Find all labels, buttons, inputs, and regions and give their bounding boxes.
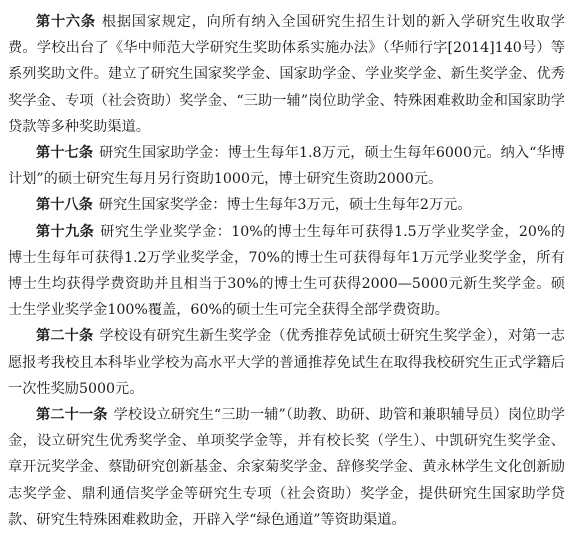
article-text: 学校设立研究生“三助一辅”（助教、助研、助管和兼职辅导员）岗位助学金，设立研究生优秀奖学金、单项奖学金等，并有校长奖（学生）、中凯研究生奖学金、章开沅奖学金、蔡勖研究创新基金、余家菊奖学金、辞修奖学金、黄永林学生文化创新励志奖学金、鼎利通信奖学金等研究生专项（社会资助）奖学金，提供研究生国家助学贷款、研究生特殊困难救助金，开辟入学“绿色通道”等资助渠道。 <box>8 407 565 528</box>
article-title: 第二十一条 <box>36 407 108 424</box>
article-title: 第十七条 <box>36 145 94 162</box>
article-18 <box>8 192 565 218</box>
article-title: 第十八条 <box>36 197 93 214</box>
article-17 <box>8 140 565 192</box>
article-16 <box>8 9 565 140</box>
article-title: 第二十条 <box>36 328 94 345</box>
article-text: 研究生国家奖学金：博士生每年3万元，硕士生每年2万元。 <box>98 197 472 214</box>
article-text: 根据国家规定，向所有纳入全国研究生招生计划的新入学研究生收取学费。学校出台了《华中师范大学研究生奖助体系实施办法》（华师行字[2014]140号）等系列奖助文件。建立了研究生国家奖学金、国家助学金、学业奖学金、新生奖学金、优秀奖学金、专项（社会资助）奖学金、“三助一辅”岗位助学金、特殊困难救助金和国家助学贷款等多种奖助渠道。 <box>8 14 565 135</box>
article-21 <box>8 402 565 533</box>
article-text: 学校设有研究生新生奖学金（优秀推荐免试硕士研究生奖学金），对第一志愿报考我校且本科毕业学校为高水平大学的普通推荐免试生在取得我校研究生正式学籍后一次性奖励5000元。 <box>8 328 565 397</box>
article-19 <box>8 219 565 324</box>
article-text: 研究生国家助学金：博士生每年1.8万元，硕士生每年6000元。纳入“华博计划”的硕士研究生每月另行资助1000元，博士研究生资助2000元。 <box>8 145 565 188</box>
article-text: 研究生学业奖学金：10%的博士生每年可获得1.5万学业奖学金，20%的博士生每年可获得1.2万学业奖学金，70%的博士生可获得每年1万元学业奖学金，所有博士生均获得学费资助并且相当于30%的博士生可获得2000—5000元新生奖学金。硕士生学业奖学金100%覆盖，60%的硕士生可完全获得全部学费资助。 <box>8 223 565 319</box>
article-title: 第十六条 <box>36 14 96 30</box>
article-title: 第十九条 <box>36 223 95 240</box>
article-20 <box>8 323 565 402</box>
